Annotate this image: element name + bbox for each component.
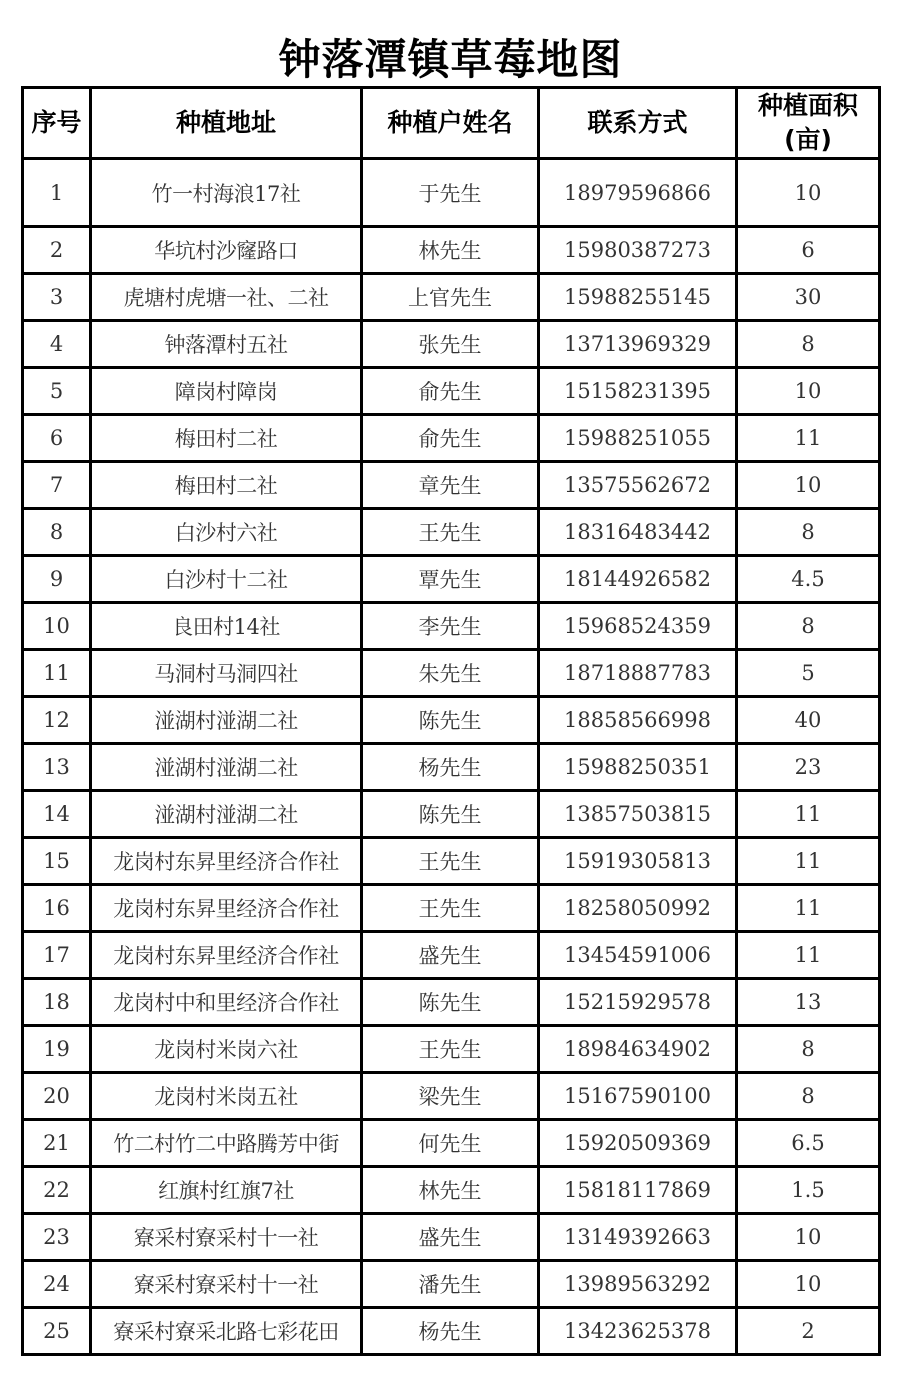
table-row — [23, 368, 880, 415]
cell-address: 龙岗村东昇里经济合作社 — [91, 838, 362, 885]
cell-grower: 杨先生 — [362, 1308, 539, 1355]
cell-index: 15 — [23, 838, 91, 885]
cell-address: 龙岗村中和里经济合作社 — [91, 979, 362, 1026]
cell-address: 白沙村十二社 — [91, 556, 362, 603]
cell-area: 8 — [737, 1073, 880, 1120]
cell-index: 11 — [23, 650, 91, 697]
table-row — [23, 159, 880, 227]
table-row — [23, 415, 880, 462]
cell-index: 20 — [23, 1073, 91, 1120]
cell-phone: 18858566998 — [539, 697, 737, 744]
cell-phone: 18144926582 — [539, 556, 737, 603]
cell-phone: 18258050992 — [539, 885, 737, 932]
cell-index: 17 — [23, 932, 91, 979]
cell-address: 寮采村寮采北路七彩花田 — [91, 1308, 362, 1355]
table-row — [23, 274, 880, 321]
cell-address: 梅田村二社 — [91, 415, 362, 462]
cell-address: 湴湖村湴湖二社 — [91, 697, 362, 744]
cell-address: 龙岗村东昇里经济合作社 — [91, 932, 362, 979]
cell-grower: 朱先生 — [362, 650, 539, 697]
cell-index: 23 — [23, 1214, 91, 1261]
cell-phone: 15968524359 — [539, 603, 737, 650]
cell-area: 11 — [737, 885, 880, 932]
cell-grower: 王先生 — [362, 509, 539, 556]
table-row — [23, 462, 880, 509]
cell-area: 11 — [737, 838, 880, 885]
cell-phone: 18718887783 — [539, 650, 737, 697]
cell-phone: 13575562672 — [539, 462, 737, 509]
cell-phone: 15215929578 — [539, 979, 737, 1026]
cell-index: 19 — [23, 1026, 91, 1073]
header-area — [737, 88, 880, 159]
cell-index: 14 — [23, 791, 91, 838]
cell-index: 6 — [23, 415, 91, 462]
cell-phone: 15158231395 — [539, 368, 737, 415]
table-row — [23, 697, 880, 744]
cell-index: 10 — [23, 603, 91, 650]
cell-area: 4.5 — [737, 556, 880, 603]
cell-grower: 梁先生 — [362, 1073, 539, 1120]
cell-area: 10 — [737, 159, 880, 227]
cell-grower: 林先生 — [362, 1167, 539, 1214]
cell-phone: 13149392663 — [539, 1214, 737, 1261]
cell-area: 2 — [737, 1308, 880, 1355]
cell-grower: 陈先生 — [362, 697, 539, 744]
cell-area: 8 — [737, 321, 880, 368]
cell-grower: 上官先生 — [362, 274, 539, 321]
cell-address: 华坑村沙窿路口 — [91, 227, 362, 274]
cell-grower: 俞先生 — [362, 415, 539, 462]
cell-index: 25 — [23, 1308, 91, 1355]
cell-address: 寮采村寮采村十一社 — [91, 1261, 362, 1308]
cell-grower: 陈先生 — [362, 791, 539, 838]
table-row — [23, 979, 880, 1026]
cell-address: 红旗村红旗7社 — [91, 1167, 362, 1214]
cell-index: 13 — [23, 744, 91, 791]
cell-grower: 林先生 — [362, 227, 539, 274]
cell-address: 龙岗村东昇里经济合作社 — [91, 885, 362, 932]
cell-phone: 18984634902 — [539, 1026, 737, 1073]
table-row — [23, 556, 880, 603]
cell-address: 障岗村障岗 — [91, 368, 362, 415]
page-title: 钟落潭镇草莓地图 — [278, 35, 623, 84]
cell-address: 湴湖村湴湖二社 — [91, 744, 362, 791]
cell-grower: 杨先生 — [362, 744, 539, 791]
table-row — [23, 1167, 880, 1214]
cell-area: 23 — [737, 744, 880, 791]
cell-index: 3 — [23, 274, 91, 321]
cell-index: 18 — [23, 979, 91, 1026]
cell-address: 龙岗村米岗六社 — [91, 1026, 362, 1073]
cell-index: 24 — [23, 1261, 91, 1308]
table-row — [23, 1026, 880, 1073]
cell-area: 30 — [737, 274, 880, 321]
cell-address: 虎塘村虎塘一社、二社 — [91, 274, 362, 321]
cell-address: 梅田村二社 — [91, 462, 362, 509]
header-address: 种植地址 — [91, 88, 362, 159]
header-index: 序号 — [23, 88, 91, 159]
cell-area: 11 — [737, 415, 880, 462]
table-row — [23, 227, 880, 274]
cell-index: 9 — [23, 556, 91, 603]
header-area-line2: (亩) — [784, 125, 832, 154]
cell-address: 钟落潭村五社 — [91, 321, 362, 368]
cell-area: 40 — [737, 697, 880, 744]
cell-phone: 18979596866 — [539, 159, 737, 227]
cell-grower: 王先生 — [362, 838, 539, 885]
cell-grower: 盛先生 — [362, 932, 539, 979]
table-row — [23, 885, 880, 932]
cell-phone: 15988250351 — [539, 744, 737, 791]
cell-index: 7 — [23, 462, 91, 509]
cell-phone: 13857503815 — [539, 791, 737, 838]
cell-area: 8 — [737, 1026, 880, 1073]
cell-address: 竹二村竹二中路腾芳中街 — [91, 1120, 362, 1167]
cell-phone: 15988255145 — [539, 274, 737, 321]
cell-address: 良田村14社 — [91, 603, 362, 650]
cell-area: 10 — [737, 1261, 880, 1308]
table-row — [23, 1308, 880, 1355]
cell-phone: 15988251055 — [539, 415, 737, 462]
table-row — [23, 1120, 880, 1167]
cell-area: 11 — [737, 791, 880, 838]
table-row — [23, 1261, 880, 1308]
cell-grower: 章先生 — [362, 462, 539, 509]
cell-grower: 张先生 — [362, 321, 539, 368]
cell-grower: 于先生 — [362, 159, 539, 227]
table-row — [23, 1073, 880, 1120]
cell-address: 龙岗村米岗五社 — [91, 1073, 362, 1120]
cell-phone: 15818117869 — [539, 1167, 737, 1214]
cell-index: 12 — [23, 697, 91, 744]
header-area-line1: 种植面积 — [757, 91, 858, 120]
cell-area: 5 — [737, 650, 880, 697]
cell-address: 寮采村寮采村十一社 — [91, 1214, 362, 1261]
cell-grower: 王先生 — [362, 885, 539, 932]
cell-area: 10 — [737, 1214, 880, 1261]
table-row — [23, 650, 880, 697]
table-row — [23, 603, 880, 650]
cell-phone: 13454591006 — [539, 932, 737, 979]
cell-phone: 15919305813 — [539, 838, 737, 885]
cell-grower: 李先生 — [362, 603, 539, 650]
cell-phone: 13989563292 — [539, 1261, 737, 1308]
cell-grower: 潘先生 — [362, 1261, 539, 1308]
cell-index: 21 — [23, 1120, 91, 1167]
cell-area: 8 — [737, 509, 880, 556]
cell-address: 竹一村海浪17社 — [91, 159, 362, 227]
table-header-row — [23, 88, 880, 159]
header-contact: 联系方式 — [539, 88, 737, 159]
cell-index: 4 — [23, 321, 91, 368]
cell-grower: 俞先生 — [362, 368, 539, 415]
cell-area: 10 — [737, 462, 880, 509]
cell-area: 13 — [737, 979, 880, 1026]
table-row — [23, 932, 880, 979]
cell-area: 6.5 — [737, 1120, 880, 1167]
table-row — [23, 744, 880, 791]
cell-phone: 13423625378 — [539, 1308, 737, 1355]
cell-area: 6 — [737, 227, 880, 274]
header-grower: 种植户姓名 — [362, 88, 539, 159]
table-row — [23, 321, 880, 368]
cell-phone: 15980387273 — [539, 227, 737, 274]
cell-grower: 覃先生 — [362, 556, 539, 603]
cell-grower: 盛先生 — [362, 1214, 539, 1261]
cell-phone: 15167590100 — [539, 1073, 737, 1120]
cell-address: 湴湖村湴湖二社 — [91, 791, 362, 838]
cell-grower: 陈先生 — [362, 979, 539, 1026]
cell-index: 22 — [23, 1167, 91, 1214]
cell-index: 8 — [23, 509, 91, 556]
cell-area: 1.5 — [737, 1167, 880, 1214]
cell-index: 1 — [23, 159, 91, 227]
cell-phone: 18316483442 — [539, 509, 737, 556]
strawberry-farms-table — [21, 86, 881, 1356]
cell-index: 5 — [23, 368, 91, 415]
cell-address: 马洞村马洞四社 — [91, 650, 362, 697]
table-row — [23, 838, 880, 885]
cell-address: 白沙村六社 — [91, 509, 362, 556]
table-row — [23, 1214, 880, 1261]
cell-area: 11 — [737, 932, 880, 979]
cell-grower: 何先生 — [362, 1120, 539, 1167]
table-row — [23, 509, 880, 556]
cell-index: 16 — [23, 885, 91, 932]
cell-index: 2 — [23, 227, 91, 274]
table-row — [23, 791, 880, 838]
cell-phone: 13713969329 — [539, 321, 737, 368]
cell-phone: 15920509369 — [539, 1120, 737, 1167]
cell-grower: 王先生 — [362, 1026, 539, 1073]
cell-area: 8 — [737, 603, 880, 650]
cell-area: 10 — [737, 368, 880, 415]
